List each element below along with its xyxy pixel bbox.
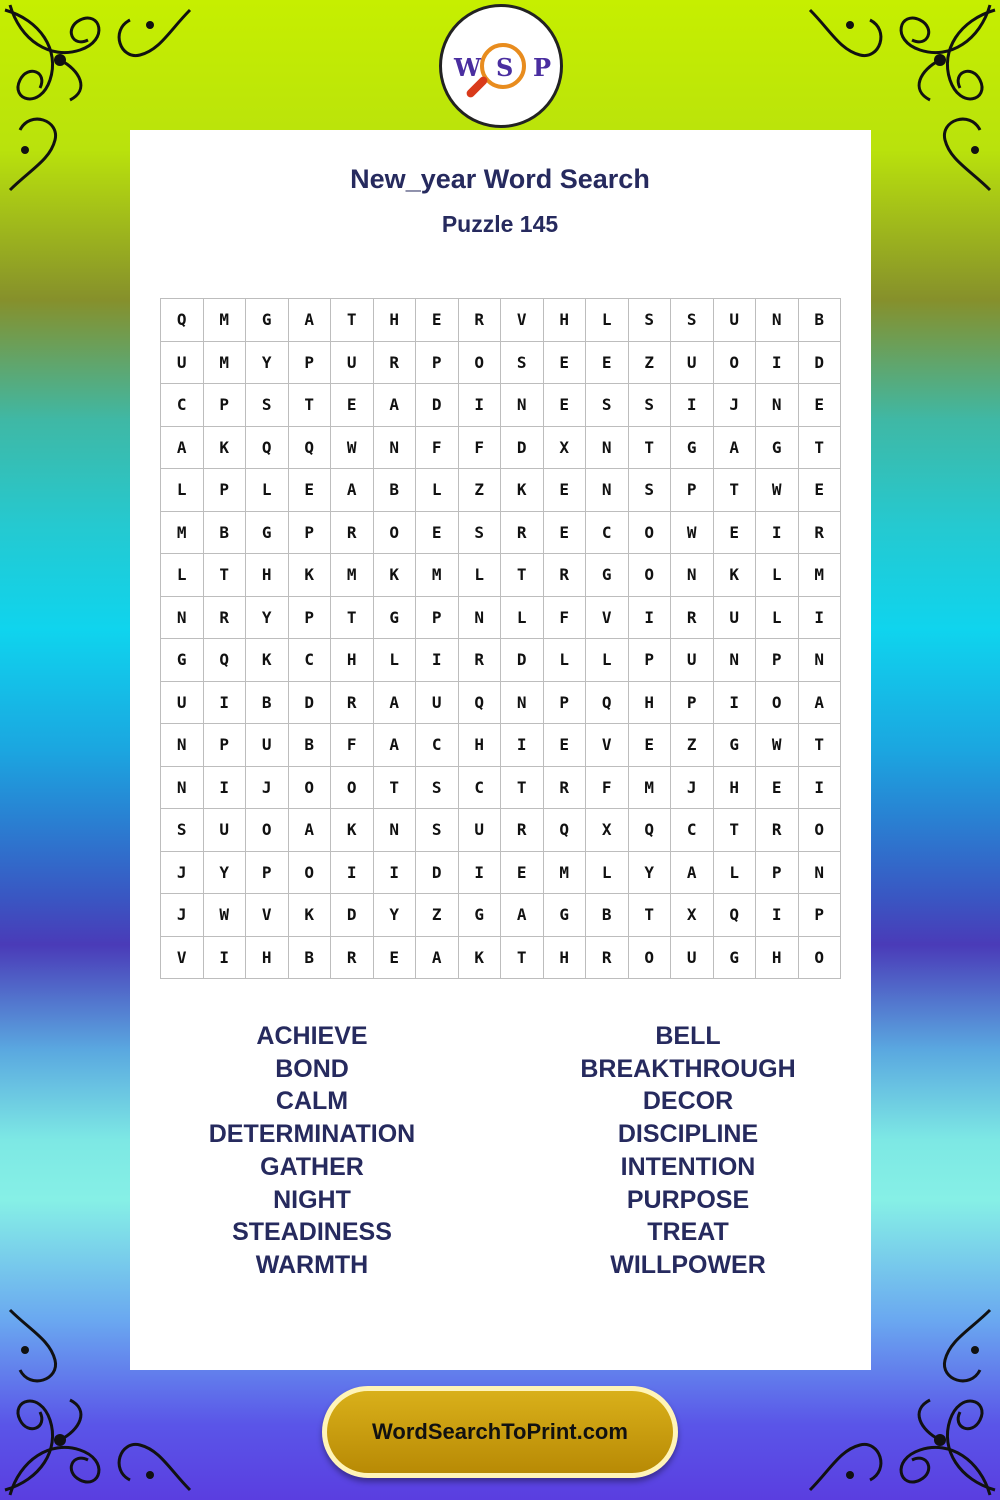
grid-cell[interactable]: W — [756, 469, 799, 512]
grid-cell[interactable]: L — [246, 469, 289, 512]
grid-cell[interactable]: B — [374, 469, 417, 512]
grid-cell[interactable]: E — [544, 724, 587, 767]
grid-cell[interactable]: M — [204, 342, 247, 385]
grid-cell[interactable]: J — [161, 894, 204, 937]
grid-cell[interactable]: L — [544, 639, 587, 682]
grid-cell[interactable]: K — [289, 894, 332, 937]
grid-cell[interactable]: Z — [459, 469, 502, 512]
grid-cell[interactable]: Q — [289, 427, 332, 470]
grid-cell[interactable]: O — [799, 809, 842, 852]
grid-cell[interactable]: H — [544, 937, 587, 980]
grid-cell[interactable]: V — [586, 724, 629, 767]
grid-cell[interactable]: U — [459, 809, 502, 852]
grid-cell[interactable]: C — [459, 767, 502, 810]
grid-cell[interactable]: A — [289, 299, 332, 342]
grid-cell[interactable]: X — [544, 427, 587, 470]
grid-cell[interactable]: N — [501, 384, 544, 427]
grid-cell[interactable]: T — [714, 469, 757, 512]
grid-cell[interactable]: K — [374, 554, 417, 597]
grid-cell[interactable]: Q — [204, 639, 247, 682]
word-list-item: DETERMINATION — [208, 1120, 416, 1149]
grid-cell[interactable]: G — [544, 894, 587, 937]
grid-cell[interactable]: N — [501, 682, 544, 725]
grid-cell[interactable]: N — [756, 384, 799, 427]
grid-cell[interactable]: O — [629, 512, 672, 555]
grid-cell[interactable]: D — [416, 852, 459, 895]
grid-cell[interactable]: R — [459, 299, 502, 342]
grid-cell[interactable]: A — [374, 724, 417, 767]
grid-cell[interactable]: A — [501, 894, 544, 937]
grid-cell[interactable]: N — [161, 597, 204, 640]
grid-cell[interactable]: T — [331, 299, 374, 342]
word-list-left — [162, 1020, 462, 1282]
grid-cell[interactable]: Z — [629, 342, 672, 385]
word-list-item: NIGHT — [273, 1185, 351, 1214]
grid-cell[interactable]: P — [799, 894, 842, 937]
grid-cell[interactable]: F — [331, 724, 374, 767]
grid-cell[interactable]: O — [629, 937, 672, 980]
grid-cell[interactable]: R — [586, 937, 629, 980]
grid-cell[interactable]: I — [714, 682, 757, 725]
grid-cell[interactable]: X — [671, 894, 714, 937]
grid-cell[interactable]: E — [501, 852, 544, 895]
grid-cell[interactable]: R — [459, 639, 502, 682]
grid-cell[interactable]: R — [501, 512, 544, 555]
grid-cell[interactable]: O — [289, 852, 332, 895]
grid-cell[interactable]: T — [501, 554, 544, 597]
word-list-item: DECOR — [642, 1087, 734, 1116]
grid-cell[interactable]: L — [161, 469, 204, 512]
grid-cell[interactable]: W — [756, 724, 799, 767]
grid-cell[interactable]: N — [671, 554, 714, 597]
grid-cell[interactable]: H — [714, 767, 757, 810]
grid-cell[interactable]: K — [204, 427, 247, 470]
grid-cell[interactable]: V — [246, 894, 289, 937]
grid-cell[interactable]: I — [204, 937, 247, 980]
grid-cell[interactable]: P — [544, 682, 587, 725]
grid-cell[interactable]: Q — [544, 809, 587, 852]
grid-cell[interactable]: U — [161, 682, 204, 725]
word-list-item: ACHIEVE — [256, 1022, 368, 1050]
grid-cell[interactable]: I — [671, 384, 714, 427]
grid-cell[interactable]: E — [799, 469, 842, 512]
grid-cell[interactable]: M — [799, 554, 842, 597]
grid-cell[interactable]: K — [459, 937, 502, 980]
grid-cell[interactable]: A — [714, 427, 757, 470]
grid-cell[interactable]: B — [246, 682, 289, 725]
grid-cell[interactable]: J — [246, 767, 289, 810]
grid-cell[interactable]: T — [714, 809, 757, 852]
grid-cell[interactable]: T — [629, 427, 672, 470]
grid-cell[interactable]: L — [586, 639, 629, 682]
grid-cell[interactable]: D — [331, 894, 374, 937]
grid-cell[interactable]: H — [756, 937, 799, 980]
grid-cell[interactable]: S — [416, 809, 459, 852]
grid-cell[interactable]: B — [799, 299, 842, 342]
grid-cell[interactable]: N — [374, 427, 417, 470]
grid-cell[interactable]: I — [756, 342, 799, 385]
grid-cell[interactable]: H — [331, 639, 374, 682]
grid-cell[interactable]: E — [374, 937, 417, 980]
grid-cell[interactable]: W — [204, 894, 247, 937]
grid-cell[interactable]: L — [586, 299, 629, 342]
grid-cell[interactable]: F — [544, 597, 587, 640]
grid-cell[interactable]: V — [161, 937, 204, 980]
grid-cell[interactable]: M — [544, 852, 587, 895]
grid-cell[interactable]: Q — [586, 682, 629, 725]
grid-cell[interactable]: J — [714, 384, 757, 427]
grid-cell[interactable]: R — [544, 767, 587, 810]
grid-cell[interactable]: P — [756, 852, 799, 895]
grid-cell[interactable]: O — [459, 342, 502, 385]
grid-cell[interactable]: R — [544, 554, 587, 597]
grid-cell[interactable]: R — [331, 937, 374, 980]
grid-cell[interactable]: T — [374, 767, 417, 810]
grid-cell[interactable]: Y — [204, 852, 247, 895]
grid-cell[interactable]: U — [331, 342, 374, 385]
grid-cell[interactable]: P — [204, 724, 247, 767]
grid-cell[interactable]: S — [501, 342, 544, 385]
grid-cell[interactable]: N — [799, 639, 842, 682]
grid-cell[interactable]: G — [161, 639, 204, 682]
grid-cell[interactable]: H — [246, 937, 289, 980]
grid-cell[interactable]: P — [204, 469, 247, 512]
grid-cell[interactable]: K — [501, 469, 544, 512]
grid-cell[interactable]: E — [331, 384, 374, 427]
grid-cell[interactable]: R — [204, 597, 247, 640]
grid-cell[interactable]: M — [416, 554, 459, 597]
grid-cell[interactable]: Z — [416, 894, 459, 937]
grid-cell[interactable]: L — [374, 639, 417, 682]
grid-cell[interactable]: N — [459, 597, 502, 640]
grid-cell[interactable]: D — [416, 384, 459, 427]
grid-cell[interactable]: S — [416, 767, 459, 810]
grid-cell[interactable]: Z — [671, 724, 714, 767]
word-list-item: TREAT — [647, 1218, 729, 1247]
grid-cell[interactable]: C — [289, 639, 332, 682]
grid-cell[interactable]: Y — [629, 852, 672, 895]
grid-cell[interactable]: N — [756, 299, 799, 342]
grid-cell[interactable]: Q — [714, 894, 757, 937]
word-list-item: BOND — [275, 1054, 349, 1083]
grid-cell[interactable]: L — [416, 469, 459, 512]
grid-cell[interactable]: D — [501, 427, 544, 470]
grid-cell[interactable]: I — [204, 682, 247, 725]
grid-cell[interactable]: Y — [374, 894, 417, 937]
grid-cell[interactable]: B — [586, 894, 629, 937]
grid-cell[interactable]: E — [799, 384, 842, 427]
grid-cell[interactable]: R — [671, 597, 714, 640]
grid-cell[interactable]: U — [671, 342, 714, 385]
grid-cell[interactable]: L — [586, 852, 629, 895]
grid-cell[interactable]: V — [586, 597, 629, 640]
grid-cell[interactable]: I — [204, 767, 247, 810]
grid-cell[interactable]: R — [374, 342, 417, 385]
grid-cell[interactable]: D — [501, 639, 544, 682]
word-list-item: CALM — [275, 1087, 349, 1116]
grid-cell[interactable]: T — [331, 597, 374, 640]
grid-cell[interactable]: R — [331, 682, 374, 725]
grid-cell[interactable]: I — [756, 512, 799, 555]
grid-cell[interactable]: H — [544, 299, 587, 342]
grid-cell[interactable]: F — [586, 767, 629, 810]
grid-cell[interactable]: K — [331, 809, 374, 852]
grid-cell[interactable]: I — [756, 894, 799, 937]
grid-cell[interactable]: P — [756, 639, 799, 682]
grid-cell[interactable]: D — [289, 682, 332, 725]
word-list-item: WILLPOWER — [610, 1250, 766, 1279]
grid-cell[interactable]: N — [799, 852, 842, 895]
grid-cell[interactable]: S — [246, 384, 289, 427]
grid-cell[interactable]: M — [204, 299, 247, 342]
puzzle-number: Puzzle 145 — [441, 211, 559, 237]
grid-cell[interactable]: G — [374, 597, 417, 640]
grid-cell[interactable]: E — [289, 469, 332, 512]
grid-cell[interactable]: E — [416, 299, 459, 342]
grid-cell[interactable]: E — [544, 384, 587, 427]
grid-cell[interactable]: A — [374, 682, 417, 725]
grid-cell[interactable]: Q — [459, 682, 502, 725]
grid-cell[interactable]: F — [459, 427, 502, 470]
grid-cell[interactable]: P — [671, 682, 714, 725]
grid-cell[interactable]: L — [459, 554, 502, 597]
grid-cell[interactable]: O — [374, 512, 417, 555]
website-button[interactable]: WordSearchToPrint.com — [322, 1386, 678, 1478]
grid-cell[interactable]: E — [544, 342, 587, 385]
grid-cell[interactable]: I — [629, 597, 672, 640]
grid-cell[interactable]: H — [459, 724, 502, 767]
grid-cell[interactable]: U — [204, 809, 247, 852]
grid-cell[interactable]: O — [289, 767, 332, 810]
grid-cell[interactable]: U — [714, 597, 757, 640]
grid-cell[interactable]: Q — [629, 809, 672, 852]
grid-cell[interactable]: U — [714, 299, 757, 342]
grid-cell[interactable]: T — [289, 384, 332, 427]
grid-cell[interactable]: H — [374, 299, 417, 342]
grid-cell[interactable]: Q — [246, 427, 289, 470]
grid-cell[interactable]: S — [629, 384, 672, 427]
grid-cell[interactable]: E — [586, 342, 629, 385]
grid-cell[interactable]: L — [756, 597, 799, 640]
word-list-item: BREAKTHROUGH — [580, 1054, 796, 1083]
logo-letter-p: P — [533, 53, 552, 82]
grid-cell[interactable]: O — [331, 767, 374, 810]
word-list-item: INTENTION — [620, 1152, 756, 1181]
grid-cell[interactable]: I — [374, 852, 417, 895]
grid-cell[interactable]: O — [246, 809, 289, 852]
grid-cell[interactable]: G — [459, 894, 502, 937]
grid-cell[interactable]: O — [629, 554, 672, 597]
grid-cell[interactable]: E — [544, 469, 587, 512]
grid-cell[interactable]: R — [501, 809, 544, 852]
grid-cell[interactable]: C — [161, 384, 204, 427]
grid-cell[interactable]: U — [671, 937, 714, 980]
grid-cell[interactable]: P — [289, 512, 332, 555]
grid-cell[interactable]: M — [331, 554, 374, 597]
grid-cell[interactable]: P — [629, 639, 672, 682]
grid-cell[interactable]: F — [416, 427, 459, 470]
grid-cell[interactable]: C — [586, 512, 629, 555]
grid-cell[interactable]: Q — [161, 299, 204, 342]
word-list-right — [538, 1020, 838, 1282]
grid-cell[interactable]: T — [799, 427, 842, 470]
grid-cell[interactable]: I — [416, 639, 459, 682]
grid-cell[interactable]: S — [459, 512, 502, 555]
grid-cell[interactable]: I — [459, 384, 502, 427]
page-title: New_year Word Search — [350, 164, 650, 194]
grid-cell[interactable]: G — [671, 427, 714, 470]
grid-cell[interactable]: A — [671, 852, 714, 895]
grid-cell[interactable]: B — [204, 512, 247, 555]
grid-cell[interactable]: L — [161, 554, 204, 597]
grid-cell[interactable]: R — [799, 512, 842, 555]
grid-cell[interactable]: H — [629, 682, 672, 725]
grid-cell[interactable]: A — [289, 809, 332, 852]
grid-cell[interactable]: N — [374, 809, 417, 852]
word-list-item: PURPOSE — [626, 1185, 750, 1214]
grid-cell[interactable]: T — [501, 937, 544, 980]
grid-cell[interactable]: N — [161, 724, 204, 767]
logo-letter-w: W — [454, 53, 481, 82]
grid-cell[interactable]: U — [246, 724, 289, 767]
word-list-item: WARMTH — [255, 1250, 369, 1279]
word-list-item: STEADINESS — [232, 1218, 392, 1247]
grid-cell[interactable]: Y — [246, 597, 289, 640]
grid-cell[interactable]: T — [204, 554, 247, 597]
grid-cell[interactable]: T — [501, 767, 544, 810]
word-list-item: DISCIPLINE — [617, 1120, 759, 1149]
grid-cell[interactable]: G — [586, 554, 629, 597]
grid-cell[interactable]: A — [331, 469, 374, 512]
grid-cell[interactable]: P — [246, 852, 289, 895]
grid-cell[interactable]: K — [246, 639, 289, 682]
grid-cell[interactable]: V — [501, 299, 544, 342]
grid-cell[interactable]: O — [756, 682, 799, 725]
grid-cell[interactable]: S — [671, 299, 714, 342]
grid-cell[interactable]: H — [246, 554, 289, 597]
grid-cell[interactable]: D — [799, 342, 842, 385]
grid-cell[interactable]: P — [289, 597, 332, 640]
grid-cell[interactable]: A — [416, 937, 459, 980]
grid-cell[interactable]: I — [459, 852, 502, 895]
grid-cell[interactable]: J — [671, 767, 714, 810]
word-list-item: BELL — [655, 1022, 721, 1050]
grid-cell[interactable]: I — [501, 724, 544, 767]
grid-cell[interactable]: G — [246, 512, 289, 555]
grid-cell[interactable]: C — [671, 809, 714, 852]
grid-cell[interactable]: S — [629, 299, 672, 342]
grid-cell[interactable]: E — [714, 512, 757, 555]
grid-cell[interactable]: G — [246, 299, 289, 342]
grid-cell[interactable]: E — [756, 767, 799, 810]
word-search-grid[interactable] — [160, 298, 841, 979]
wsp-logo[interactable] — [439, 4, 563, 128]
grid-cell[interactable]: S — [161, 809, 204, 852]
grid-cell[interactable]: L — [501, 597, 544, 640]
grid-cell[interactable]: P — [289, 342, 332, 385]
grid-cell[interactable]: N — [161, 767, 204, 810]
grid-cell[interactable]: G — [756, 427, 799, 470]
grid-cell[interactable]: O — [714, 342, 757, 385]
grid-cell[interactable]: K — [289, 554, 332, 597]
grid-cell[interactable]: N — [714, 639, 757, 682]
grid-cell[interactable]: X — [586, 809, 629, 852]
grid-cell[interactable]: E — [416, 512, 459, 555]
grid-cell[interactable]: I — [799, 767, 842, 810]
grid-cell[interactable]: P — [671, 469, 714, 512]
grid-cell[interactable]: T — [799, 724, 842, 767]
grid-cell[interactable]: E — [544, 512, 587, 555]
grid-cell[interactable]: P — [204, 384, 247, 427]
grid-cell[interactable]: L — [756, 554, 799, 597]
grid-cell[interactable]: T — [629, 894, 672, 937]
grid-cell[interactable]: I — [799, 597, 842, 640]
grid-cell[interactable]: W — [331, 427, 374, 470]
grid-cell[interactable]: B — [289, 937, 332, 980]
grid-cell[interactable]: U — [671, 639, 714, 682]
grid-cell[interactable]: U — [416, 682, 459, 725]
grid-cell[interactable]: B — [289, 724, 332, 767]
grid-cell[interactable]: R — [331, 512, 374, 555]
word-list-item: GATHER — [260, 1152, 364, 1181]
grid-cell[interactable]: S — [629, 469, 672, 512]
grid-cell[interactable]: A — [161, 427, 204, 470]
grid-cell[interactable]: P — [416, 597, 459, 640]
grid-cell[interactable]: I — [331, 852, 374, 895]
grid-cell[interactable]: R — [756, 809, 799, 852]
grid-cell[interactable]: W — [671, 512, 714, 555]
grid-cell[interactable]: S — [586, 384, 629, 427]
grid-cell[interactable]: K — [714, 554, 757, 597]
grid-cell[interactable]: G — [714, 724, 757, 767]
grid-cell[interactable]: E — [629, 724, 672, 767]
grid-cell[interactable]: U — [161, 342, 204, 385]
grid-cell[interactable]: G — [714, 937, 757, 980]
grid-cell[interactable]: L — [714, 852, 757, 895]
grid-cell[interactable]: A — [374, 384, 417, 427]
grid-cell[interactable]: Y — [246, 342, 289, 385]
grid-cell[interactable]: M — [161, 512, 204, 555]
grid-cell[interactable]: J — [161, 852, 204, 895]
grid-cell[interactable]: A — [799, 682, 842, 725]
grid-cell[interactable]: C — [416, 724, 459, 767]
grid-cell[interactable]: N — [586, 427, 629, 470]
grid-cell[interactable]: O — [799, 937, 842, 980]
grid-cell[interactable]: P — [416, 342, 459, 385]
logo-letter-s: S — [496, 53, 514, 82]
grid-cell[interactable]: N — [586, 469, 629, 512]
grid-cell[interactable]: M — [629, 767, 672, 810]
